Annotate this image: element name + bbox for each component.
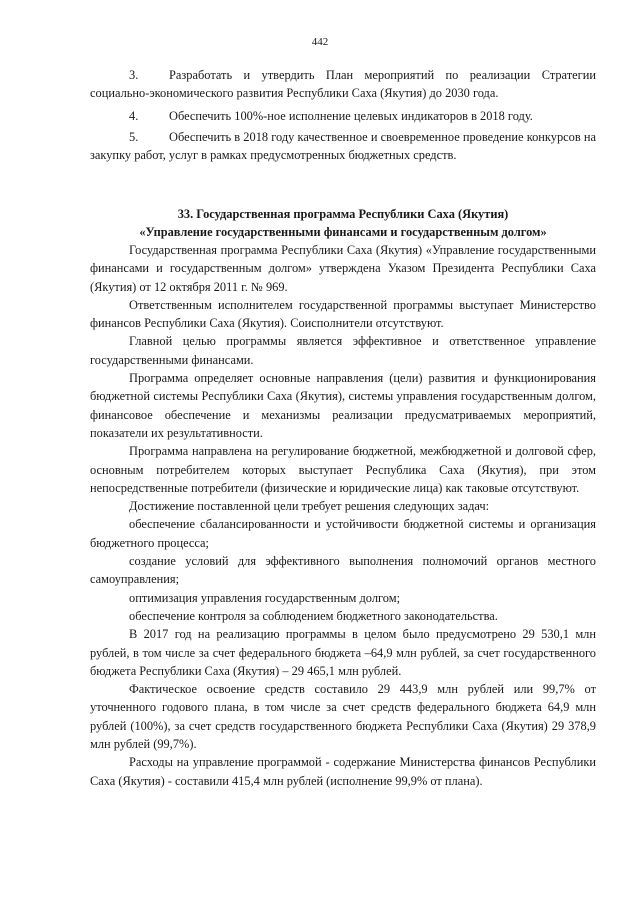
numbered-list <box>90 66 596 164</box>
paragraph: Ответственным исполнителем государственной программы выступает Министерство финансов Республики Саха (Якутия). Соисполнители отсутствуют. <box>90 297 596 331</box>
list-item <box>90 128 596 165</box>
task-item: оптимизация управления государственным долгом; <box>129 590 401 605</box>
paragraph: Расходы на управление программой - содержание Министерства финансов Республики Саха (Якутия) - составили 415,4 млн рублей (исполнение 99,9% от плана). <box>90 755 596 788</box>
paragraph: Программа направлена на регулирование бюджетной, межбюджетной и долговой сфер, основным потребителем которых выступает Республика Саха (Якутия), при этом непосредственные потребители (физические и юридические лица) как таковые отсутствуют. <box>90 444 596 495</box>
section-body <box>90 241 596 790</box>
list-item-text: Обеспечить 100%-ное исполнение целевых индикаторов в 2018 году. <box>169 108 533 123</box>
paragraph: Достижение поставленной цели требует решения следующих задач: <box>129 499 490 514</box>
list-item-text: Обеспечить в 2018 году качественное и своевременное проведение конкурсов на закупку работ, услуг в рамках предусмотренных бюджетных средств. <box>90 129 596 163</box>
task-item: обеспечение контроля за соблюдением бюджетного законодательства. <box>129 608 498 623</box>
list-item-number: 3. <box>129 68 139 82</box>
task-item: создание условий для эффективного выполнения полномочий органов местного самоуправления; <box>90 554 596 587</box>
list-item <box>90 66 596 103</box>
paragraph: Главной целью программы является эффективное и ответственное управление государственными финансами. <box>90 334 596 367</box>
paragraph: Программа определяет основные направления (цели) развития и функционирования бюджетной системы Республики Саха (Якутия), системы управления государственным долгом, финансовое обеспечение и механизмы реализации предусматриваемых мероприятий, показатели их результативности. <box>90 371 596 440</box>
paragraph: Фактическое освоение средств составило 29 443,9 млн рублей или 99,7% от уточненного годового плана, в том числе за счет средств федерального бюджета 64,9 млн рублей (100%), за счет средств государственного бюджета Республики Саха (Якутия) 29 378,9 млн рублей (99,7%). <box>90 682 596 752</box>
task-item: обеспечение сбалансированности и устойчивости бюджетной системы и организация бюджетного процесса; <box>90 517 596 550</box>
section-heading <box>90 205 596 242</box>
section-subtitle: «Управление государственными финансами и государственным долгом» <box>139 225 547 240</box>
page-number: 442 <box>311 36 329 48</box>
list-item-number: 4. <box>129 108 139 123</box>
list-item-text: Разработать и утвердить План мероприятий по реализации Стратегии социально-экономического развития Республики Саха (Якутия) до 2030 года. <box>90 68 596 101</box>
section-title: 33. Государственная программа Республики Саха (Якутия) <box>177 207 509 221</box>
list-item-number: 5. <box>129 129 139 144</box>
paragraph: Государственная программа Республики Саха (Якутия) «Управление государственными финансами и государственным долгом» утверждена Указом Президента Республики Саха (Якутия) от 12 октября 2011 г. № 969. <box>90 243 596 294</box>
list-item <box>90 107 596 125</box>
paragraph: В 2017 год на реализацию программы в целом было предусмотрено 29 530,1 млн рублей, в том числе за счет федерального бюджета –64,9 млн рублей, за счет государственного бюджета Республики Саха (Якутия) – 29 465,1 млн рублей. <box>90 627 596 678</box>
